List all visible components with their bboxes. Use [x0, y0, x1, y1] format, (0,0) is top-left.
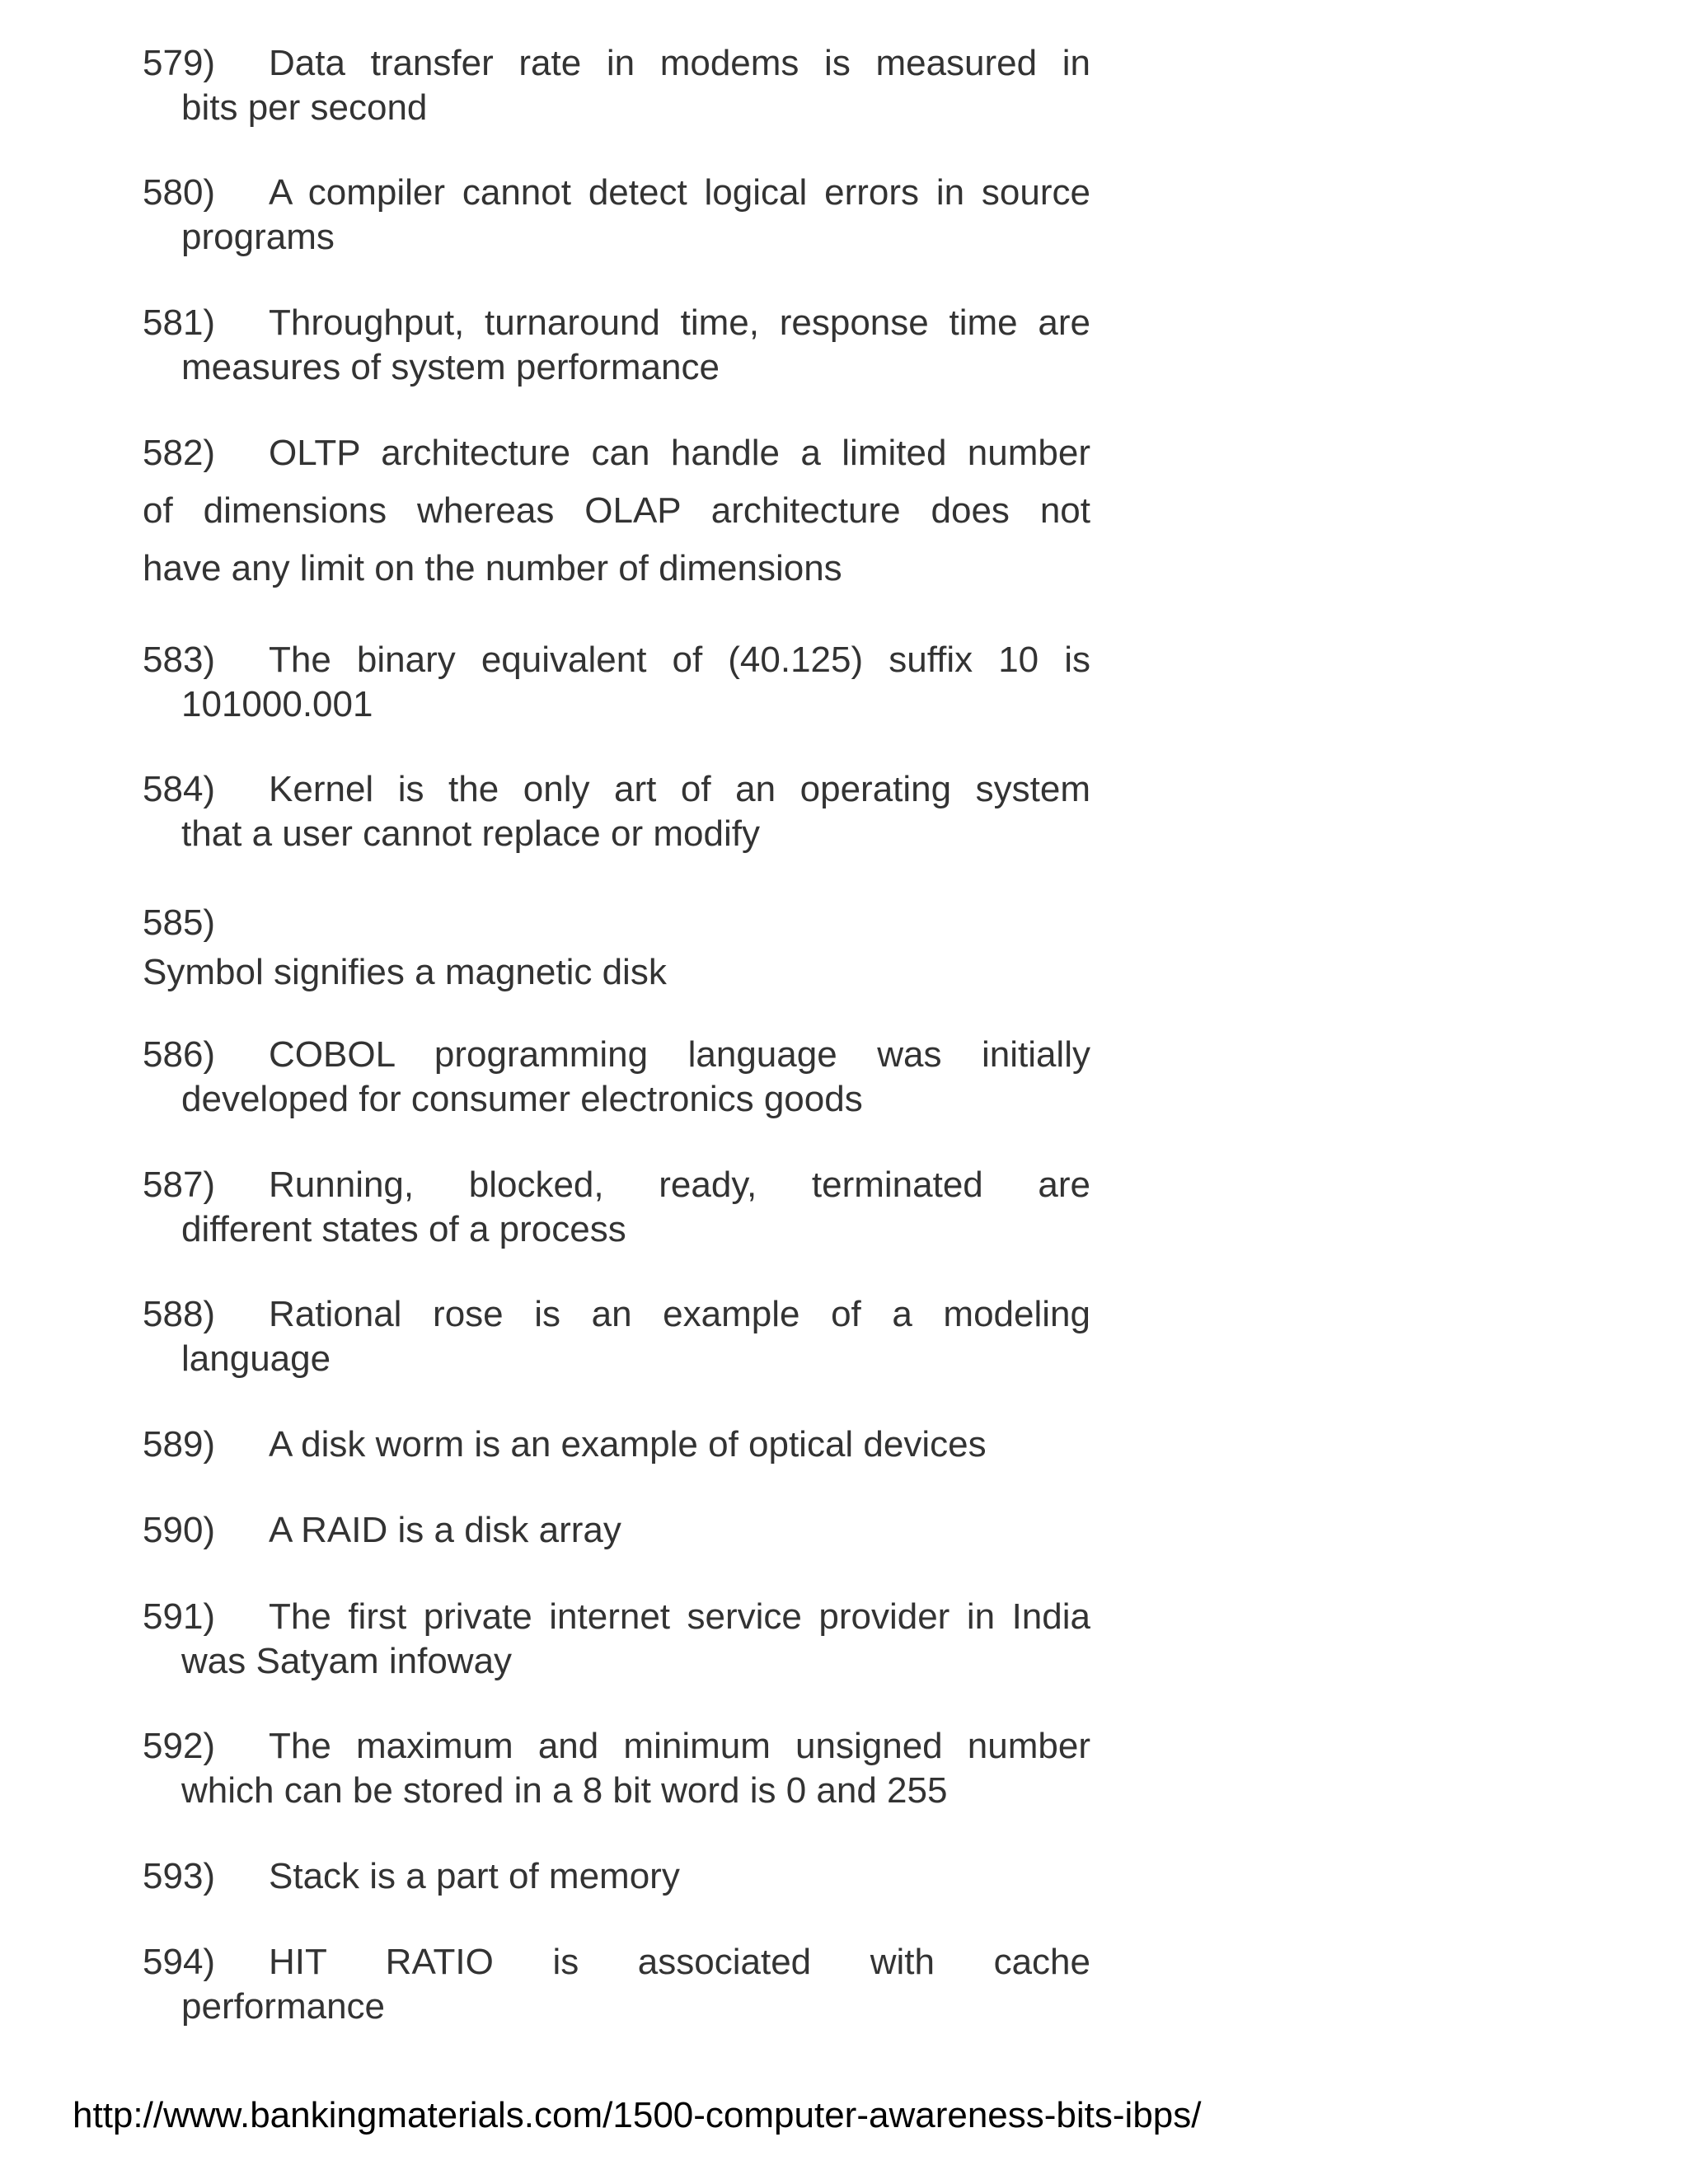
item-continuation: bits per second [181, 87, 428, 128]
item-line [143, 301, 1090, 345]
item-text: Rational rose is an example of a modeling [269, 1294, 1090, 1334]
item-continuation: language [181, 1338, 331, 1379]
item-number: 588) [143, 1294, 216, 1334]
item-text: Stack is a part of memory [269, 1856, 680, 1896]
item-continuation: of dimensions whereas OLAP architecture does not [143, 490, 1090, 531]
list-item [143, 1940, 1090, 2029]
item-continuation: which can be stored in a 8 bit word is 0 and 255 [181, 1770, 948, 1811]
item-line [143, 1940, 1090, 1985]
list-item [143, 898, 1090, 997]
item-text: Throughput, turnaround time, response time are [269, 302, 1090, 343]
item-line [143, 1724, 1090, 1769]
item-text: Running, blocked, ready, terminated are [269, 1165, 1090, 1205]
item-continuation: Symbol signifies a magnetic disk [143, 952, 667, 992]
list-item [143, 1422, 1090, 1467]
item-continuation: programs [181, 217, 335, 257]
list-item [143, 1724, 1090, 1813]
item-continuation: measures of system performance [181, 347, 720, 387]
item-text: A compiler cannot detect logical errors in source [269, 172, 1090, 213]
item-number: 589) [143, 1424, 216, 1465]
item-text: HIT RATIO is associated with cache [269, 1942, 1090, 1982]
item-text: The first private internet service provider in India [269, 1596, 1090, 1637]
list-item [143, 1508, 1090, 1553]
item-number: 591) [143, 1596, 216, 1637]
list-item [143, 767, 1090, 856]
item-number: 581) [143, 302, 216, 343]
item-number: 587) [143, 1165, 216, 1205]
item-text: Data transfer rate in modems is measured in [269, 43, 1090, 83]
item-number: 590) [143, 1510, 216, 1550]
item-line [143, 1422, 1090, 1467]
list-item [143, 1595, 1090, 1684]
item-number: 586) [143, 1034, 216, 1075]
item-line [143, 171, 1090, 215]
list-item [143, 424, 1090, 598]
item-line [143, 424, 1090, 482]
item-text: OLTP architecture can handle a limited number [269, 433, 1090, 473]
item-number: 593) [143, 1856, 216, 1896]
item-continuation: performance [181, 1986, 386, 2027]
item-line [143, 767, 1090, 812]
list-item [143, 301, 1090, 390]
item-continuation: 101000.001 [181, 684, 373, 724]
item-number: 580) [143, 172, 216, 213]
list-item [143, 41, 1090, 130]
list-item [143, 1033, 1090, 1122]
item-number: 594) [143, 1942, 216, 1982]
item-number: 592) [143, 1726, 216, 1766]
item-text: A RAID is a disk array [269, 1510, 621, 1550]
item-number: 579) [143, 43, 216, 83]
footer-url-link[interactable]: http://www.bankingmaterials.com/1500-computer-awareness-bits-ibps/ [73, 2095, 1202, 2135]
item-line [143, 1854, 1090, 1899]
item-number: 585) [143, 902, 216, 943]
item-number: 583) [143, 640, 216, 680]
item-continuation: that a user cannot replace or modify [181, 813, 760, 854]
item-line [143, 1595, 1090, 1639]
item-text: Kernel is the only art of an operating system [269, 769, 1090, 809]
item-continuation: have any limit on the number of dimensions [143, 548, 842, 588]
item-continuation: different states of a process [181, 1209, 626, 1249]
list-item [143, 1854, 1090, 1899]
item-text: COBOL programming language was initially [269, 1034, 1090, 1075]
item-number: 582) [143, 433, 216, 473]
item-line [143, 1508, 1090, 1553]
item-line [143, 898, 1090, 948]
item-line [143, 1292, 1090, 1337]
item-continuation: developed for consumer electronics goods [181, 1079, 863, 1119]
item-text: The maximum and minimum unsigned number [269, 1726, 1090, 1766]
list-item [143, 171, 1090, 260]
item-line [143, 41, 1090, 86]
list-item [143, 1163, 1090, 1252]
item-line [143, 638, 1090, 682]
item-number: 584) [143, 769, 216, 809]
item-continuation: was Satyam infoway [181, 1641, 513, 1681]
list-item [143, 1292, 1090, 1381]
item-text: The binary equivalent of (40.125) suffix 10 is [269, 640, 1090, 680]
list-item [143, 638, 1090, 727]
item-line [143, 1033, 1090, 1077]
item-line [143, 1163, 1090, 1207]
item-text: A disk worm is an example of optical devices [269, 1424, 987, 1465]
